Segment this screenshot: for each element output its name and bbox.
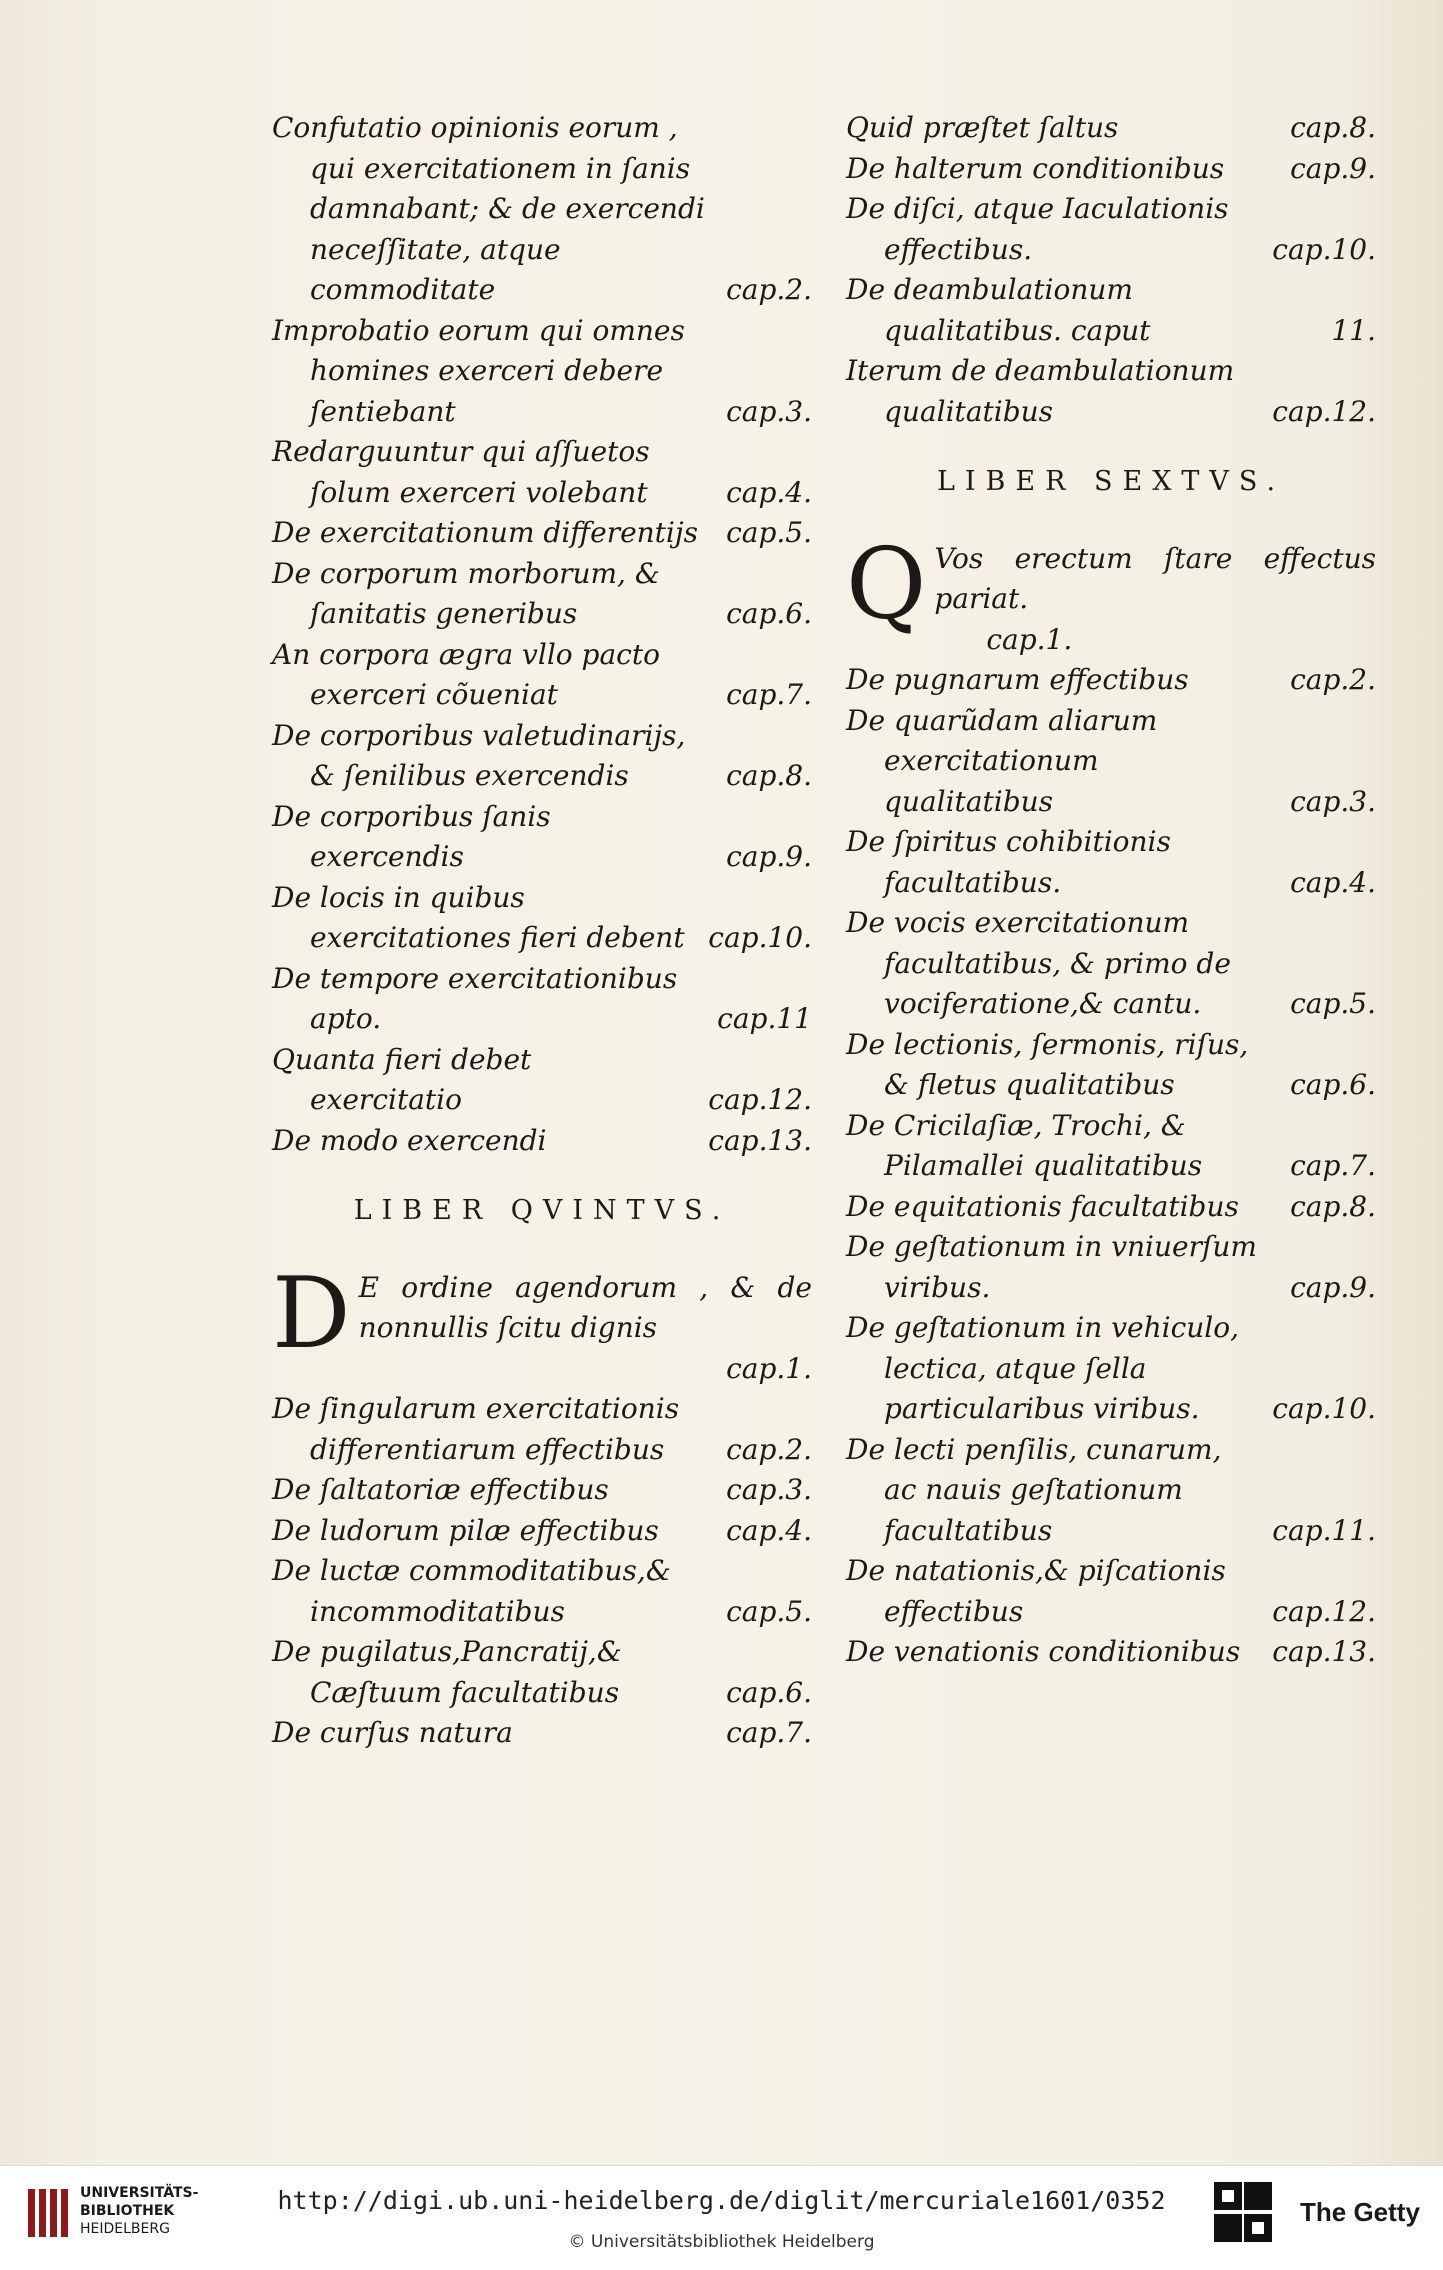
index-entry	[272, 432, 812, 513]
chapter-number: cap.1.	[986, 622, 1073, 656]
entry-line	[272, 513, 812, 554]
entry-line	[272, 1121, 812, 1162]
entry-text: De geſtationum in vniuerſum viribus.	[846, 1230, 1257, 1304]
entry-line	[272, 432, 812, 513]
left-entries-before	[272, 108, 812, 1161]
getty-logo-icon	[1212, 2180, 1274, 2246]
chapter-number: cap.12.	[1272, 394, 1376, 428]
chapter-number: cap.1.	[726, 1351, 812, 1385]
chapter-number: cap.9.	[1290, 151, 1376, 185]
index-entry	[272, 554, 812, 635]
index-entry	[846, 149, 1376, 190]
entry-text: De luctæ commoditatibus,& incommoditatibus	[272, 1554, 671, 1628]
index-entry	[272, 878, 812, 959]
partner-name: The Getty	[1300, 2197, 1420, 2227]
entry-text: De equitationis facultatibus	[846, 1189, 1239, 1223]
chapter-number: cap.13.	[1272, 1635, 1376, 1668]
entry-line	[846, 189, 1376, 270]
index-entry	[272, 1040, 812, 1121]
chapter-number: cap.9.	[726, 840, 812, 873]
entry-line	[272, 108, 812, 311]
entry-line	[846, 1106, 1376, 1187]
entry-text: Quanta fieri debet exercitatio	[272, 1042, 532, 1116]
index-entry	[272, 513, 812, 554]
entry-line	[846, 660, 1376, 701]
book-heading-sextus: LIBER SEXTVS.	[936, 466, 1286, 497]
chapter-number: cap.9.	[1290, 1270, 1376, 1304]
entry-text: De natationis,& piſcationis effectibus	[846, 1554, 1226, 1628]
entry-line	[272, 1632, 812, 1713]
entry-line	[272, 878, 812, 959]
index-entry	[846, 1430, 1376, 1552]
chapter-number: cap.5.	[726, 516, 812, 549]
entry-text: De curſus natura	[272, 1716, 513, 1749]
chapter-number: cap.11.	[1272, 1513, 1376, 1547]
chapter-number: cap.3.	[726, 394, 812, 428]
library-name-line: HEIDELBERG	[80, 2221, 170, 2237]
chapter-number: cap.8.	[1290, 111, 1376, 144]
chapter-number: cap.5.	[726, 1594, 812, 1628]
index-entry	[846, 1106, 1376, 1187]
entry-text: De exercitationum differentijs	[272, 516, 698, 549]
entry-text: E ordine agendorum , & de nonnullis ſcitu dignis	[358, 1270, 812, 1344]
chapter-number: cap.13.	[708, 1123, 812, 1157]
index-entry	[846, 701, 1376, 823]
entry-line	[846, 1430, 1376, 1552]
entry-line	[846, 1025, 1376, 1106]
entry-text: De tempore exercitationibus apto.	[272, 961, 678, 1035]
drop-cap-initial: Q	[846, 527, 927, 642]
entry-line	[846, 108, 1376, 149]
entry-text: De pugilatus,Pancratij,& Cæſtuum facultatibus	[272, 1635, 622, 1709]
entry-line	[272, 1551, 812, 1632]
entry-line	[272, 1511, 812, 1552]
right-entries-after	[846, 660, 1376, 1673]
chapter-number: cap.12.	[1272, 1594, 1376, 1628]
entry-line	[272, 1040, 812, 1121]
index-column-right	[846, 108, 1376, 1673]
entry-line	[272, 716, 812, 797]
entry-text: De ſpiritus cohibitionis facultatibus.	[846, 825, 1171, 899]
entry-text: Improbatio eorum qui omnes homines exerceri debere ſentiebant	[272, 313, 685, 428]
index-entry	[272, 1632, 812, 1713]
index-entry-first	[272, 1256, 812, 1390]
entry-text: De modo exercendi	[272, 1123, 547, 1157]
chapter-number: cap.10.	[1272, 1392, 1376, 1425]
entry-line	[272, 311, 812, 433]
index-entry	[846, 108, 1376, 149]
entry-text: Vos erectum ſtare effectus pariat.	[934, 541, 1376, 615]
entry-text: Confutatio opinionis eorum , qui exercitationem in ſanis damnabant; & de exercendi neceſſitate, atque commoditate	[272, 111, 705, 306]
index-entry	[846, 1227, 1376, 1308]
entry-text: De halterum conditionibus	[846, 151, 1225, 185]
right-entries-before	[846, 108, 1376, 432]
entry-line	[846, 1632, 1376, 1673]
entry-line	[272, 1389, 812, 1470]
entry-text: De ſaltatoriæ effectibus	[272, 1473, 609, 1506]
copyright-notice: © Universitätsbibliothek Heidelberg	[568, 2232, 875, 2252]
library-name-line: UNIVERSITÄTS-	[80, 2185, 199, 2201]
drop-cap-initial: D	[272, 1256, 351, 1371]
entry-line	[272, 797, 812, 878]
chapter-number: cap.12.	[708, 1083, 812, 1116]
entry-text: De pugnarum effectibus	[846, 663, 1189, 696]
entry-line	[846, 1551, 1376, 1632]
entry-text: De corporibus valetudinarijs, & ſenilibus exercendis	[272, 718, 686, 792]
entry-text: De geſtationum in vehiculo, lectica, atque ſella particularibus viribus.	[846, 1311, 1239, 1425]
entry-line	[846, 1227, 1376, 1308]
chapter-number: cap.7.	[1290, 1149, 1376, 1182]
entry-line	[846, 149, 1376, 190]
entry-line	[272, 1713, 812, 1754]
chapter-number: cap.10.	[1272, 232, 1376, 266]
chapter-number: cap.4.	[1290, 865, 1376, 899]
entry-line	[272, 959, 812, 1040]
entry-line	[272, 635, 812, 716]
chapter-number: cap.3.	[726, 1473, 812, 1506]
index-entry	[272, 311, 812, 433]
left-entries-after	[272, 1389, 812, 1754]
entry-line	[846, 903, 1376, 1025]
chapter-number: cap.6.	[726, 597, 812, 630]
index-entry	[272, 1551, 812, 1632]
index-entry	[846, 1308, 1376, 1430]
chapter-number: cap.7.	[726, 678, 812, 711]
entry-line	[272, 1470, 812, 1511]
entry-text: De venationis conditionibus	[846, 1635, 1241, 1668]
chapter-number: cap.2.	[1290, 663, 1376, 696]
library-name-line: BIBLIOTHEK	[80, 2203, 175, 2219]
entry-text: De quarũdam aliarum exercitationum qualitatibus	[846, 703, 1158, 818]
index-entry	[272, 1511, 812, 1552]
chapter-number: cap.11	[717, 1002, 812, 1035]
index-entry	[272, 716, 812, 797]
book-heading-quintus: LIBER QVINTVS.	[353, 1195, 731, 1226]
entry-text: De Cricilaſiæ, Trochi, & Pilamallei qualitatibus	[846, 1108, 1203, 1182]
chapter-number: cap.8.	[1290, 1189, 1376, 1223]
entry-text: De corporum morborum, & ſanitatis generibus	[272, 556, 660, 630]
entry-line	[846, 1308, 1376, 1430]
index-entry	[272, 1121, 812, 1162]
index-entry	[846, 822, 1376, 903]
entry-text: Iterum de deambulationum qualitatibus	[846, 354, 1235, 428]
index-entry	[846, 189, 1376, 270]
index-entry	[272, 108, 812, 311]
index-entry	[846, 1551, 1376, 1632]
entry-text: De corporibus ſanis exercendis	[272, 799, 551, 873]
entry-line	[846, 1187, 1376, 1228]
entry-text: De deambulationum qualitatibus. caput	[846, 273, 1151, 347]
entry-line	[272, 554, 812, 635]
entry-text: De vocis exercitationum facultatibus, & primo de vociferatione,& cantu.	[846, 906, 1231, 1020]
index-entry	[272, 959, 812, 1040]
permalink[interactable]: http://digi.ub.uni-heidelberg.de/diglit/mercuriale1601/0352	[277, 2186, 1166, 2215]
index-column-left	[272, 108, 812, 1754]
entry-text: Quid præſtet ſaltus	[846, 111, 1119, 144]
entry-line	[846, 270, 1376, 351]
chapter-number: cap.10.	[708, 921, 812, 954]
entry-text: De lectionis, ſermonis, riſus, & fletus qualitatibus	[846, 1027, 1249, 1101]
index-entry	[846, 1632, 1376, 1673]
index-entry	[846, 1187, 1376, 1228]
chapter-number: cap.5.	[1290, 987, 1376, 1020]
chapter-number: cap.4.	[726, 475, 812, 509]
entry-text: De locis in quibus exercitationes fieri debent	[272, 880, 685, 954]
index-entry	[846, 1025, 1376, 1106]
index-entry	[272, 797, 812, 878]
entry-text: An corpora ægra vllo pacto exerceri cõueniat	[272, 637, 660, 711]
entry-text: De ludorum pilæ effectibus	[272, 1513, 659, 1547]
entry-line	[846, 822, 1376, 903]
chapter-number: cap.2.	[726, 273, 812, 306]
chapter-number: cap.6.	[1290, 1068, 1376, 1101]
chapter-number: cap.7.	[726, 1716, 812, 1749]
index-entry	[272, 1389, 812, 1470]
chapter-number: 11.	[1331, 313, 1376, 347]
index-entry	[272, 1713, 812, 1754]
index-entry	[272, 635, 812, 716]
index-entry	[846, 903, 1376, 1025]
entry-text: Redarguuntur qui aſſuetos ſolum exerceri volebant	[272, 435, 650, 509]
chapter-number: cap.3.	[1290, 784, 1376, 818]
index-entry	[846, 351, 1376, 432]
chapter-number: cap.2.	[726, 1432, 812, 1466]
entry-line	[846, 701, 1376, 823]
entry-text: De diſci, atque Iaculationis effectibus.	[846, 192, 1229, 266]
chapter-number: cap.4.	[726, 1513, 812, 1547]
entry-text: De ſingularum exercitationis differentiarum effectibus	[272, 1392, 680, 1466]
index-entry-first	[846, 527, 1376, 661]
entry-line	[846, 351, 1376, 432]
index-entry	[846, 270, 1376, 351]
chapter-number: cap.8.	[726, 759, 812, 792]
entry-text: De lecti penſilis, cunarum, ac nauis geſtationum facultatibus	[846, 1432, 1222, 1547]
index-entry	[272, 1470, 812, 1511]
index-entry	[846, 660, 1376, 701]
chapter-number: cap.6.	[726, 1675, 812, 1709]
